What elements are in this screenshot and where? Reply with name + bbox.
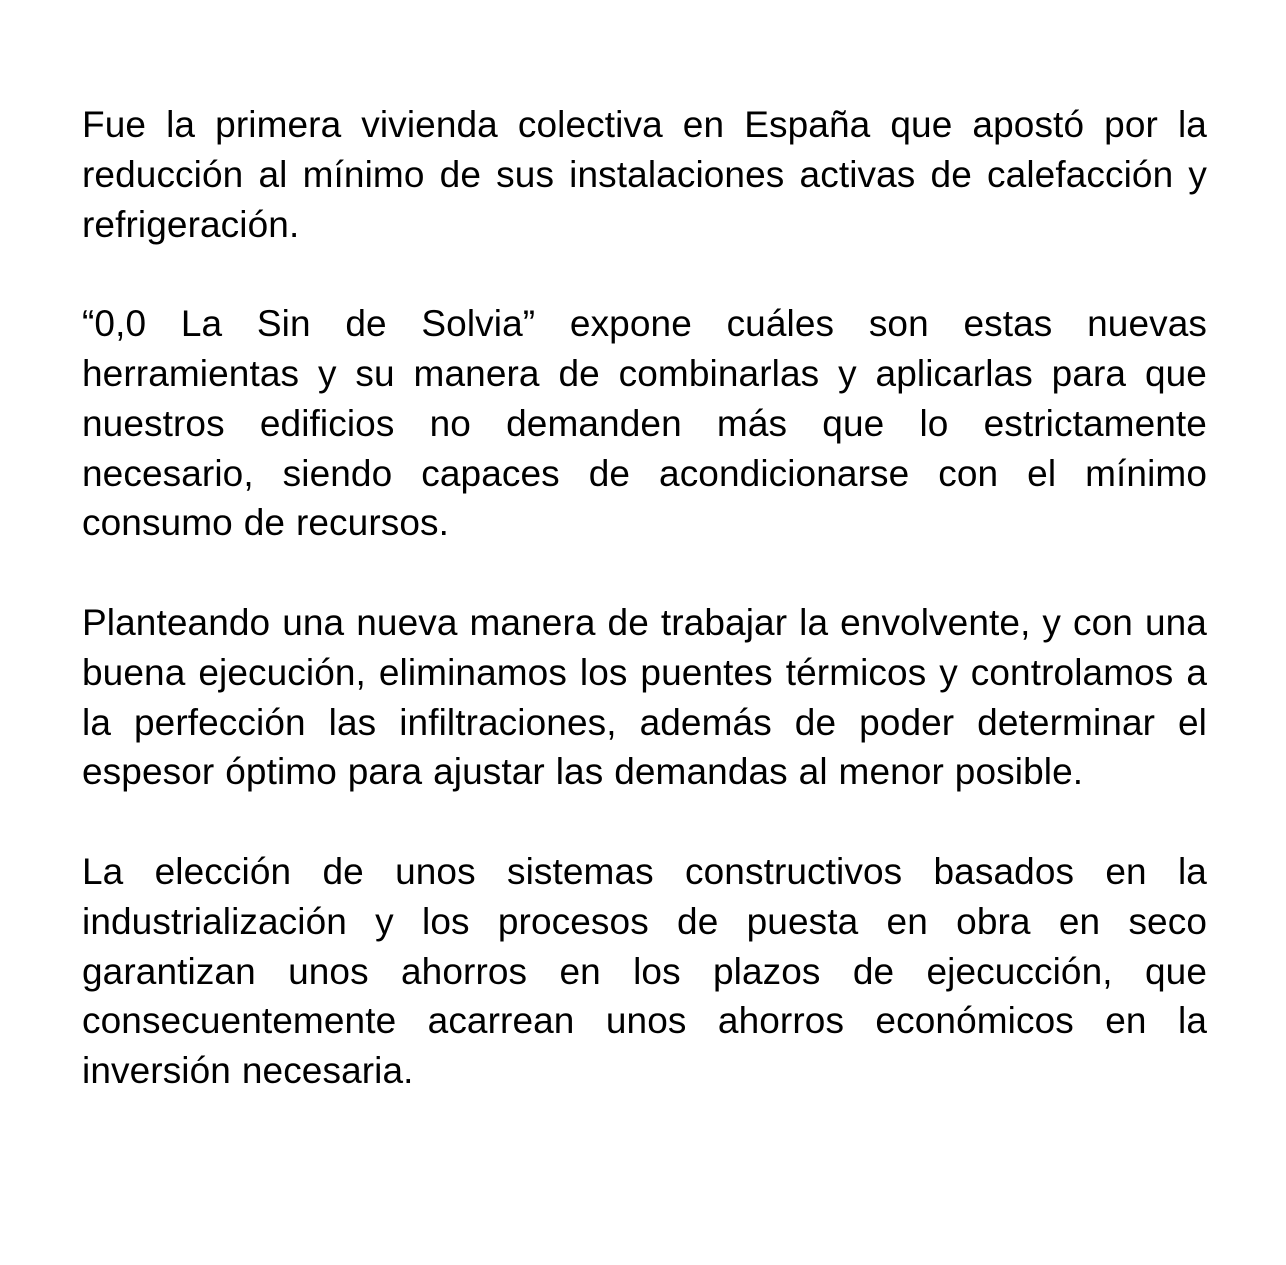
paragraph-2: “0,0 La Sin de Solvia” expone cuáles son estas nuevas herramientas y su manera de combinarlas y aplicarlas para que nuestros edificios no demanden más que lo estrictamente necesario, siendo capaces de acondicionarse con el mínimo consumo de recursos. — [82, 303, 1207, 544]
paragraph-3: Planteando una nueva manera de trabajar la envolvente, y con una buena ejecución, eliminamos los puentes térmicos y controlamos a la perfección las infiltraciones, además de poder determinar el espesor óptimo para ajustar las demandas al menor posible. — [82, 602, 1207, 793]
document-body — [82, 100, 1207, 1096]
paragraph-1: Fue la primera vivienda colectiva en España que apostó por la reducción al mínimo de sus instalaciones activas de calefacción y refrigeración. — [82, 104, 1207, 245]
paragraph-4: La elección de unos sistemas constructivos basados en la industrialización y los procesos de puesta en obra en seco garantizan unos ahorros en los plazos de ejecucción, que consecuentemente acarrean unos ahorros económicos en la inversión necesaria. — [82, 851, 1207, 1091]
